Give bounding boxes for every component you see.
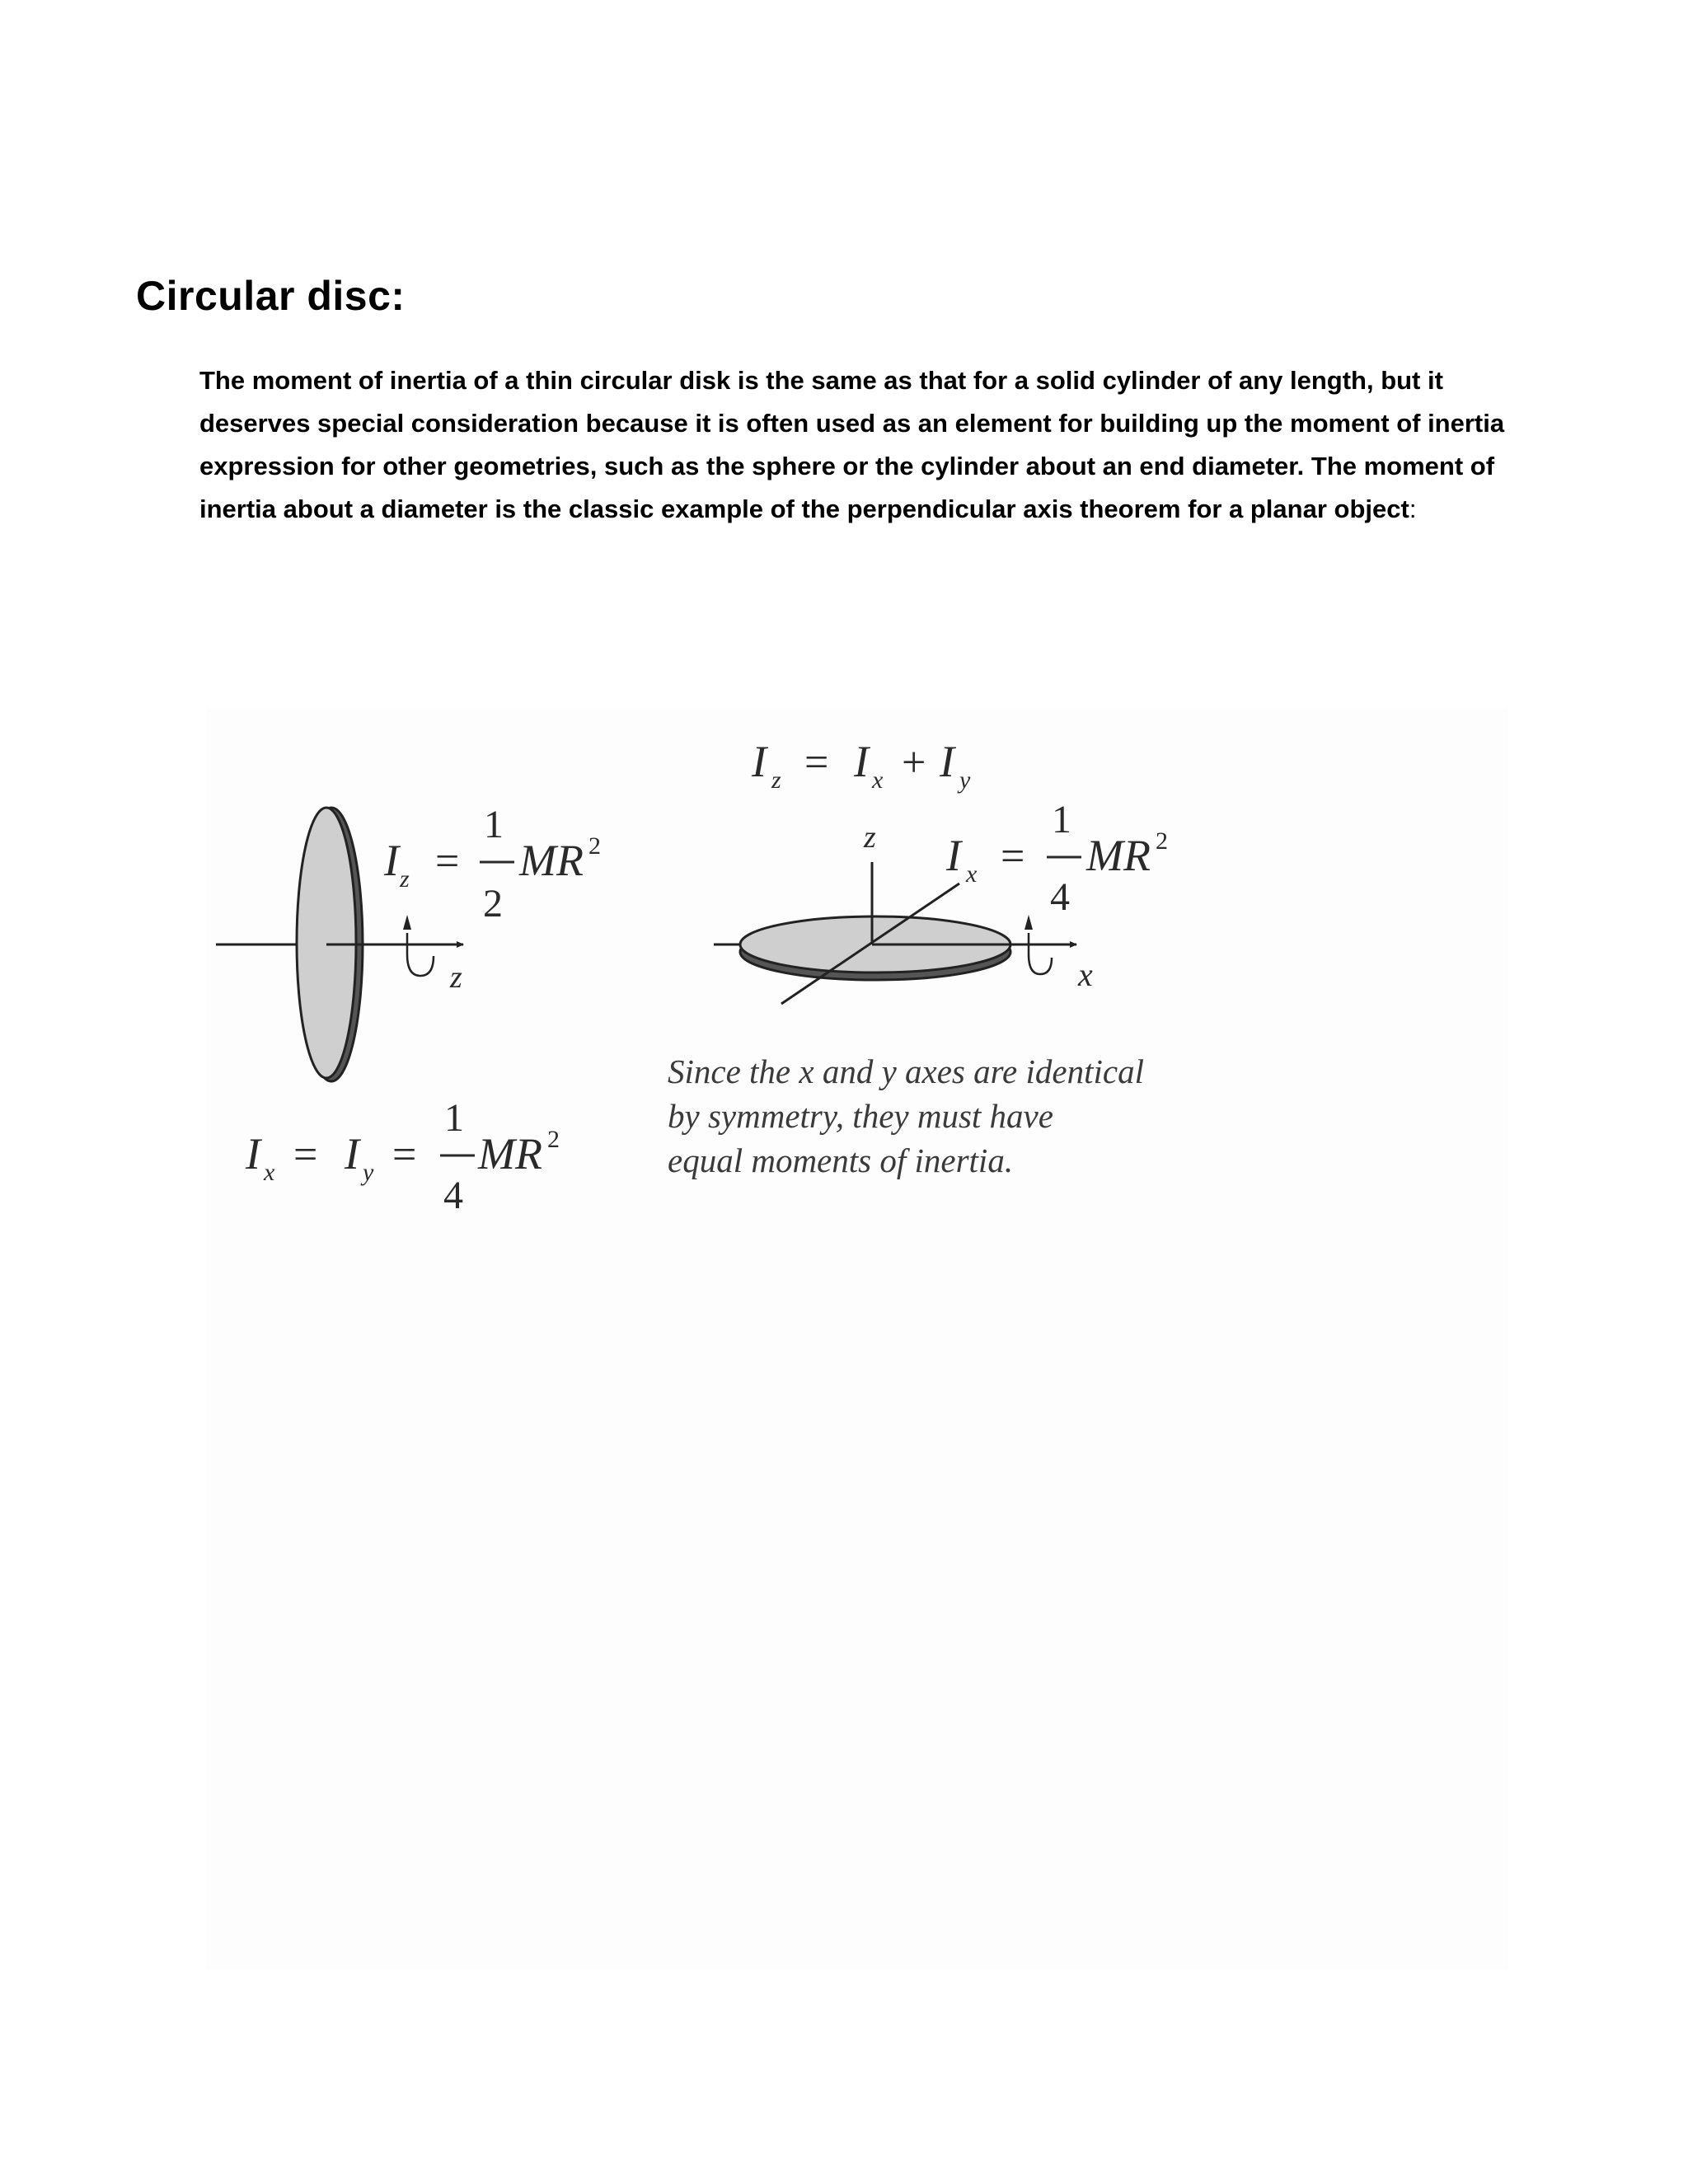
right-ix-exponent: 2: [1156, 827, 1168, 855]
theorem-iz-symbol: I: [752, 737, 767, 786]
right-disk-diagram: [714, 820, 1093, 1004]
paragraph-text: The moment of inertia of a thin circular disk is the same as that for a solid cylinder of any length, but it deserves special consideration because it is often used as an element for building up the moment of inertia expression for other geometries, such as the sphere or the cylinder about an end diameter. The moment of inertia about a diameter is the classic example of the perpendicular axis theorem for a planar object: [199, 366, 1505, 523]
section-title: Circular disc:: [136, 273, 406, 319]
right-z-axis-label: z: [864, 820, 876, 855]
theorem-iz-subscript: z: [771, 766, 781, 794]
iz-exponent: 2: [588, 832, 601, 860]
theorem-ix-symbol: I: [854, 737, 869, 786]
left-rotation-arrowhead: [403, 915, 411, 930]
left-disk-face: [297, 808, 356, 1078]
iz-subscript: z: [400, 865, 410, 893]
ixiy-numerator: 1: [444, 1096, 464, 1140]
iz-numerator: 1: [484, 803, 504, 846]
right-ix-subscript: x: [966, 860, 978, 888]
theorem-ix-subscript: x: [872, 766, 884, 794]
iy-equals: =: [392, 1132, 417, 1179]
left-disk-diagram: [216, 808, 463, 1081]
left-disk-equation-ix-iy: [245, 1096, 560, 1217]
caption-line-3: equal moments of inertia.: [668, 1141, 1014, 1179]
ix-subscript: x: [264, 1159, 275, 1186]
paragraph-colon: :: [1409, 494, 1417, 523]
right-rotation-arrow: [1029, 933, 1052, 974]
right-ix-denominator: 4: [1050, 875, 1070, 919]
right-ix-equals: =: [1001, 833, 1025, 880]
theorem-iy-subscript: y: [959, 766, 971, 794]
theorem-iy-symbol: I: [940, 737, 954, 786]
right-x-axis-label: x: [1078, 956, 1093, 993]
right-disk-equation-ix: [945, 798, 1168, 919]
right-ix-numerator: 1: [1052, 798, 1071, 841]
iz-equals: =: [435, 838, 460, 885]
right-ix-mr: MR: [1086, 831, 1151, 880]
iy-symbol: I: [345, 1129, 359, 1179]
caption-line-2: by symmetry, they must have: [668, 1097, 1053, 1135]
perpendicular-axis-theorem: [751, 737, 971, 794]
left-rotation-arrow: [407, 933, 434, 976]
figure-caption: [668, 1052, 1144, 1179]
iz-denominator: 2: [483, 882, 503, 926]
left-disk-equation-iz: [383, 803, 601, 926]
iz-mr: MR: [519, 836, 584, 885]
ix-symbol: I: [246, 1129, 260, 1179]
theorem-plus: +: [902, 739, 926, 786]
theorem-equals: =: [804, 739, 829, 786]
right-ix-symbol: I: [946, 831, 961, 880]
ixiy-exponent: 2: [547, 1126, 560, 1153]
ixiy-mr: MR: [478, 1129, 542, 1179]
right-rotation-arrowhead: [1025, 915, 1033, 930]
ixiy-denominator: 4: [443, 1174, 463, 1217]
iz-symbol: I: [384, 836, 399, 885]
left-z-axis-label: z: [450, 960, 462, 995]
caption-line-1: Since the x and y axes are identical: [668, 1052, 1144, 1090]
ix-equals: =: [293, 1132, 318, 1179]
iy-subscript: y: [363, 1159, 374, 1186]
